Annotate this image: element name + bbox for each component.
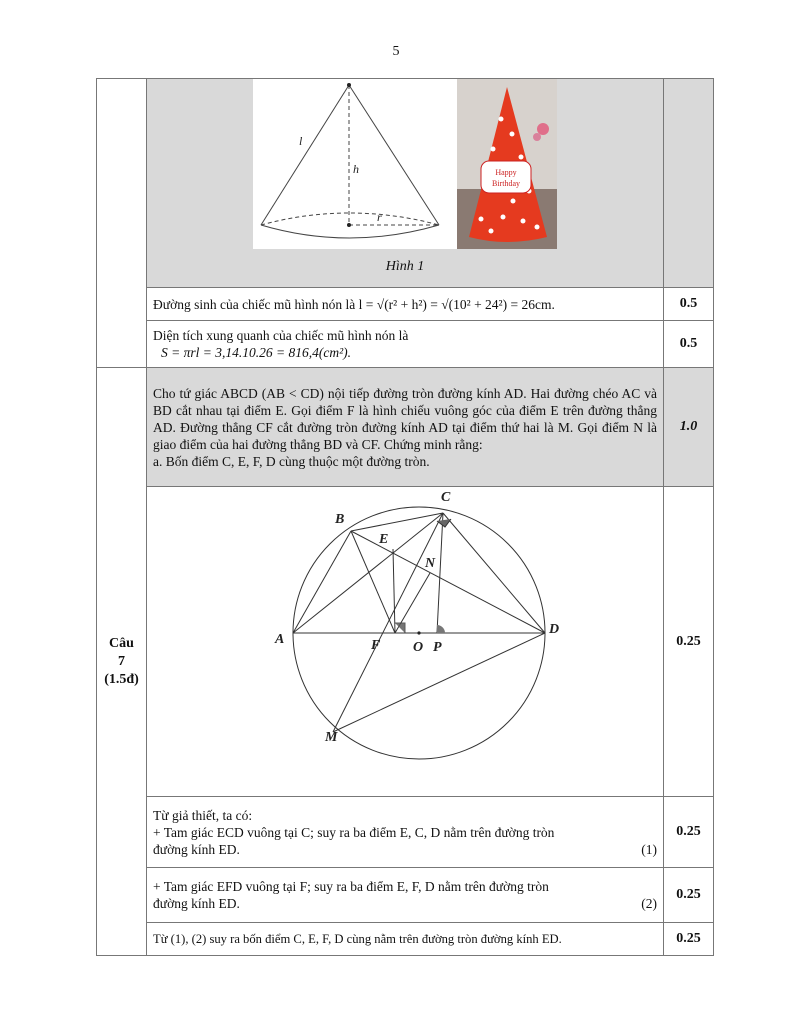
lateral-area-line2: S = πrl = 3,14.10.26 = 816,4(cm²). — [161, 345, 352, 360]
question-label — [97, 368, 147, 956]
question-label-line3: (1.5đ) — [104, 671, 139, 687]
question-text: Cho tứ giác ABCD (AB < CD) nội tiếp đường tròn đường kính AD. Hai đường chéo AC và BD cắt nhau tại điểm E. Gọi điểm F là hình chiếu vuông góc của điểm E trên đường thẳng AD. Đường thẳng CF cắt đường tròn đường kính AD tại điểm thứ hai là M. Gọi điểm N là giao điểm của hai đường thẳng BD và CF. Chứng minh rằng: — [153, 385, 657, 452]
question-part-a: a. Bốn điểm C, E, F, D cùng thuộc một đường tròn. — [153, 453, 430, 469]
lateral-area-line1: Diện tích xung quanh của chiếc mũ hình nón là — [153, 328, 409, 343]
hat-text-birthday: Birthday — [492, 179, 520, 188]
birthday-hat-photo — [457, 79, 557, 249]
lateral-area-cell — [147, 321, 664, 368]
empty-question-cell — [97, 79, 147, 368]
cone-label-h: h — [353, 162, 359, 176]
point-label-n: N — [425, 556, 436, 571]
cone-label-r: r — [377, 210, 382, 224]
step1-score: 0.25 — [664, 797, 714, 868]
point-label-a: A — [275, 632, 285, 647]
step2-score: 0.25 — [664, 868, 714, 923]
step3-score: 0.25 — [664, 923, 714, 956]
point-label-o: O — [413, 640, 424, 655]
geometry-figure-cell — [147, 487, 664, 797]
point-label-m: M — [325, 730, 338, 745]
step1-line2: + Tam giác ECD vuông tại C; suy ra ba điểm E, C, D nằm trên đường tròn — [153, 824, 555, 840]
page-number: 5 — [392, 44, 400, 59]
point-label-e: E — [379, 532, 389, 547]
point-label-p: P — [433, 640, 442, 655]
step1-number: (1) — [641, 841, 657, 857]
figure-cell — [147, 79, 664, 288]
step1-line1: Từ giả thiết, ta có: — [153, 807, 253, 823]
cone-label-l: l — [299, 134, 303, 148]
step3-text: Từ (1), (2) suy ra bốn điểm C, E, F, D cùng nằm trên đường tròn đường kính ED. — [147, 923, 664, 956]
step2-line2: đường kính ED. — [153, 896, 240, 911]
point-label-b: B — [335, 512, 345, 527]
hat-text-happy: Happy — [495, 168, 517, 177]
geometry-score: 0.25 — [664, 487, 714, 797]
slant-height-text: Đường sinh của chiếc mũ hình nón là l = √(r² + h²) = √(10² + 24²) = 26cm. — [147, 288, 664, 321]
question-label-line1: Câu — [109, 635, 134, 651]
point-label-f: F — [371, 638, 381, 653]
step2-number: (2) — [641, 896, 657, 911]
cone-diagram — [253, 79, 457, 249]
question-text-cell — [147, 368, 664, 487]
step1-cell — [147, 797, 664, 868]
point-label-d: D — [549, 622, 560, 637]
step1-line3: đường kính ED. — [153, 841, 240, 857]
slant-height-score: 0.5 — [664, 288, 714, 321]
lateral-area-score: 0.5 — [664, 321, 714, 368]
question-score: 1.0 — [664, 368, 714, 487]
point-label-c: C — [441, 490, 451, 505]
figure-caption: Hình 1 — [385, 259, 425, 274]
figure-score-cell — [664, 79, 714, 288]
question-label-line2: 7 — [118, 653, 125, 669]
step2-cell — [147, 868, 664, 923]
geometry-diagram — [147, 487, 663, 792]
solution-table — [96, 78, 714, 956]
step2-line1: + Tam giác EFD vuông tại F; suy ra ba điểm E, F, D nằm trên đường tròn — [153, 879, 549, 894]
